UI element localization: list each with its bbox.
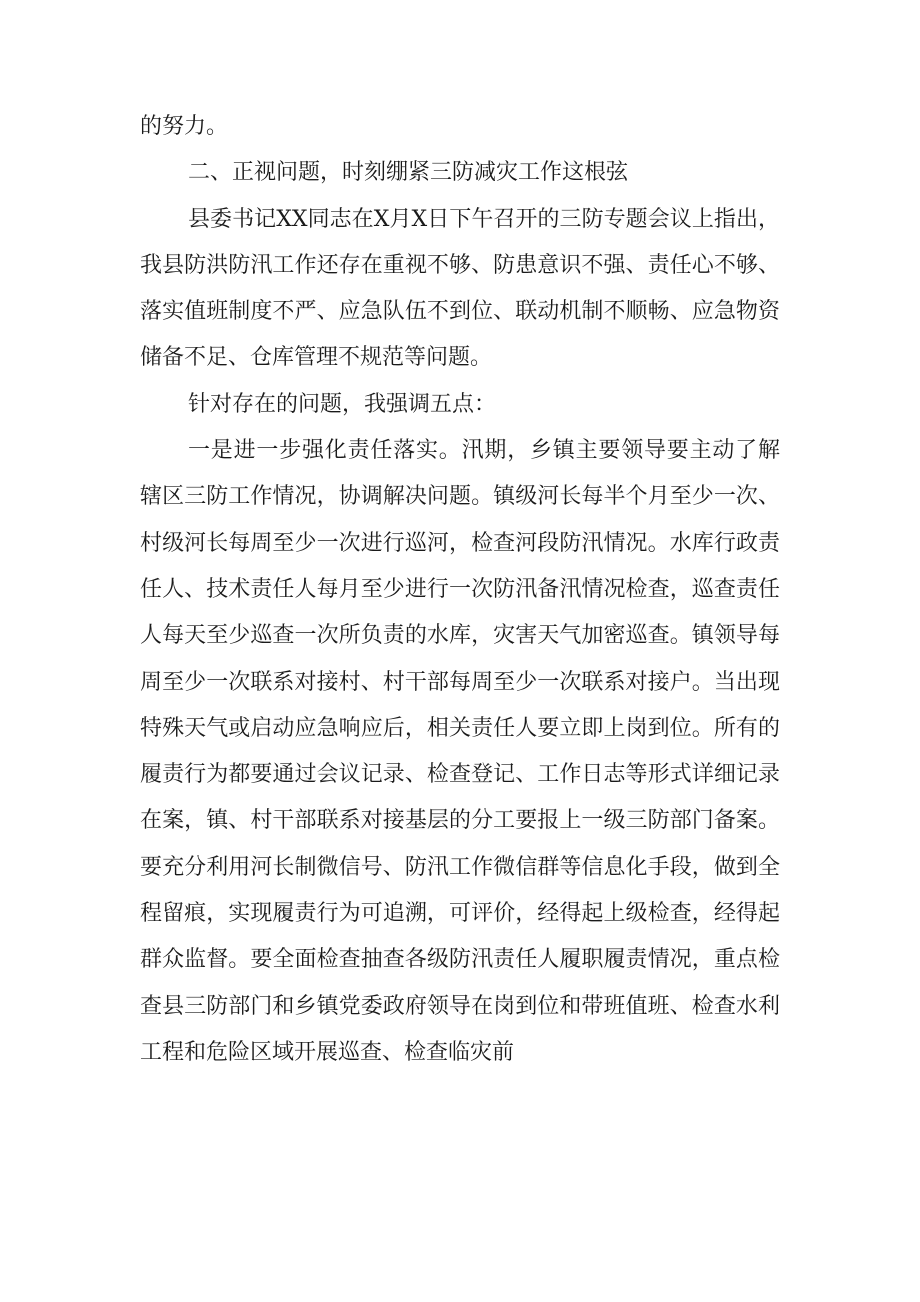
paragraph-point-one: 一是进一步强化责任落实。汛期，乡镇主要领导要主动了解辖区三防工作情况，协调解决问题。镇级河长每半个月至少一次、村级河长每周至少一次进行巡河，检查河段防汛情况。水库行政责任人、技术责任人每月至少进行一次防汛备汛情况检查，巡查责任人每天至少巡查一次所负责的水库，灾害天气加密巡查。镇领导每周至少一次联系对接村、村干部每周至少一次联系对接户。当出现特殊天气或启动应急响应后，相关责任人要立即上岗到位。所有的履责行为都要通过会议记录、检查登记、工作日志等形式详细记录在案，镇、村干部联系对接基层的分工要报上一级三防部门备案。要充分利用河长制微信号、防汛工作微信群等信息化手段，做到全程留痕，实现履责行为可追溯，可评价，经得起上级检查，经得起群众监督。要全面检查抽查各级防汛责任人履职履责情况，重点检查县三防部门和乡镇党委政府领导在岗到位和带班值班、检查水利工程和危险区域开展巡查、检查临灾前 xyxy=(140,438,780,1065)
paragraph-five-points-intro: 针对存在的问题，我强调五点： xyxy=(188,391,497,417)
document-body xyxy=(140,104,780,1076)
paragraph-continuation: 的努力。 xyxy=(140,114,229,139)
paragraph-meeting-issues: 县委书记XX同志在X月X日下午召开的三防专题会议上指出，我县防洪防汛工作还存在重视不够、防患意识不强、责任心不够、落实值班制度不严、应急队伍不到位、联动机制不顺畅、应急物资储备不足、仓库管理不规范等问题。 xyxy=(140,206,780,371)
section-heading: 二、正视问题，时刻绷紧三防减灾工作这根弦 xyxy=(188,160,629,186)
